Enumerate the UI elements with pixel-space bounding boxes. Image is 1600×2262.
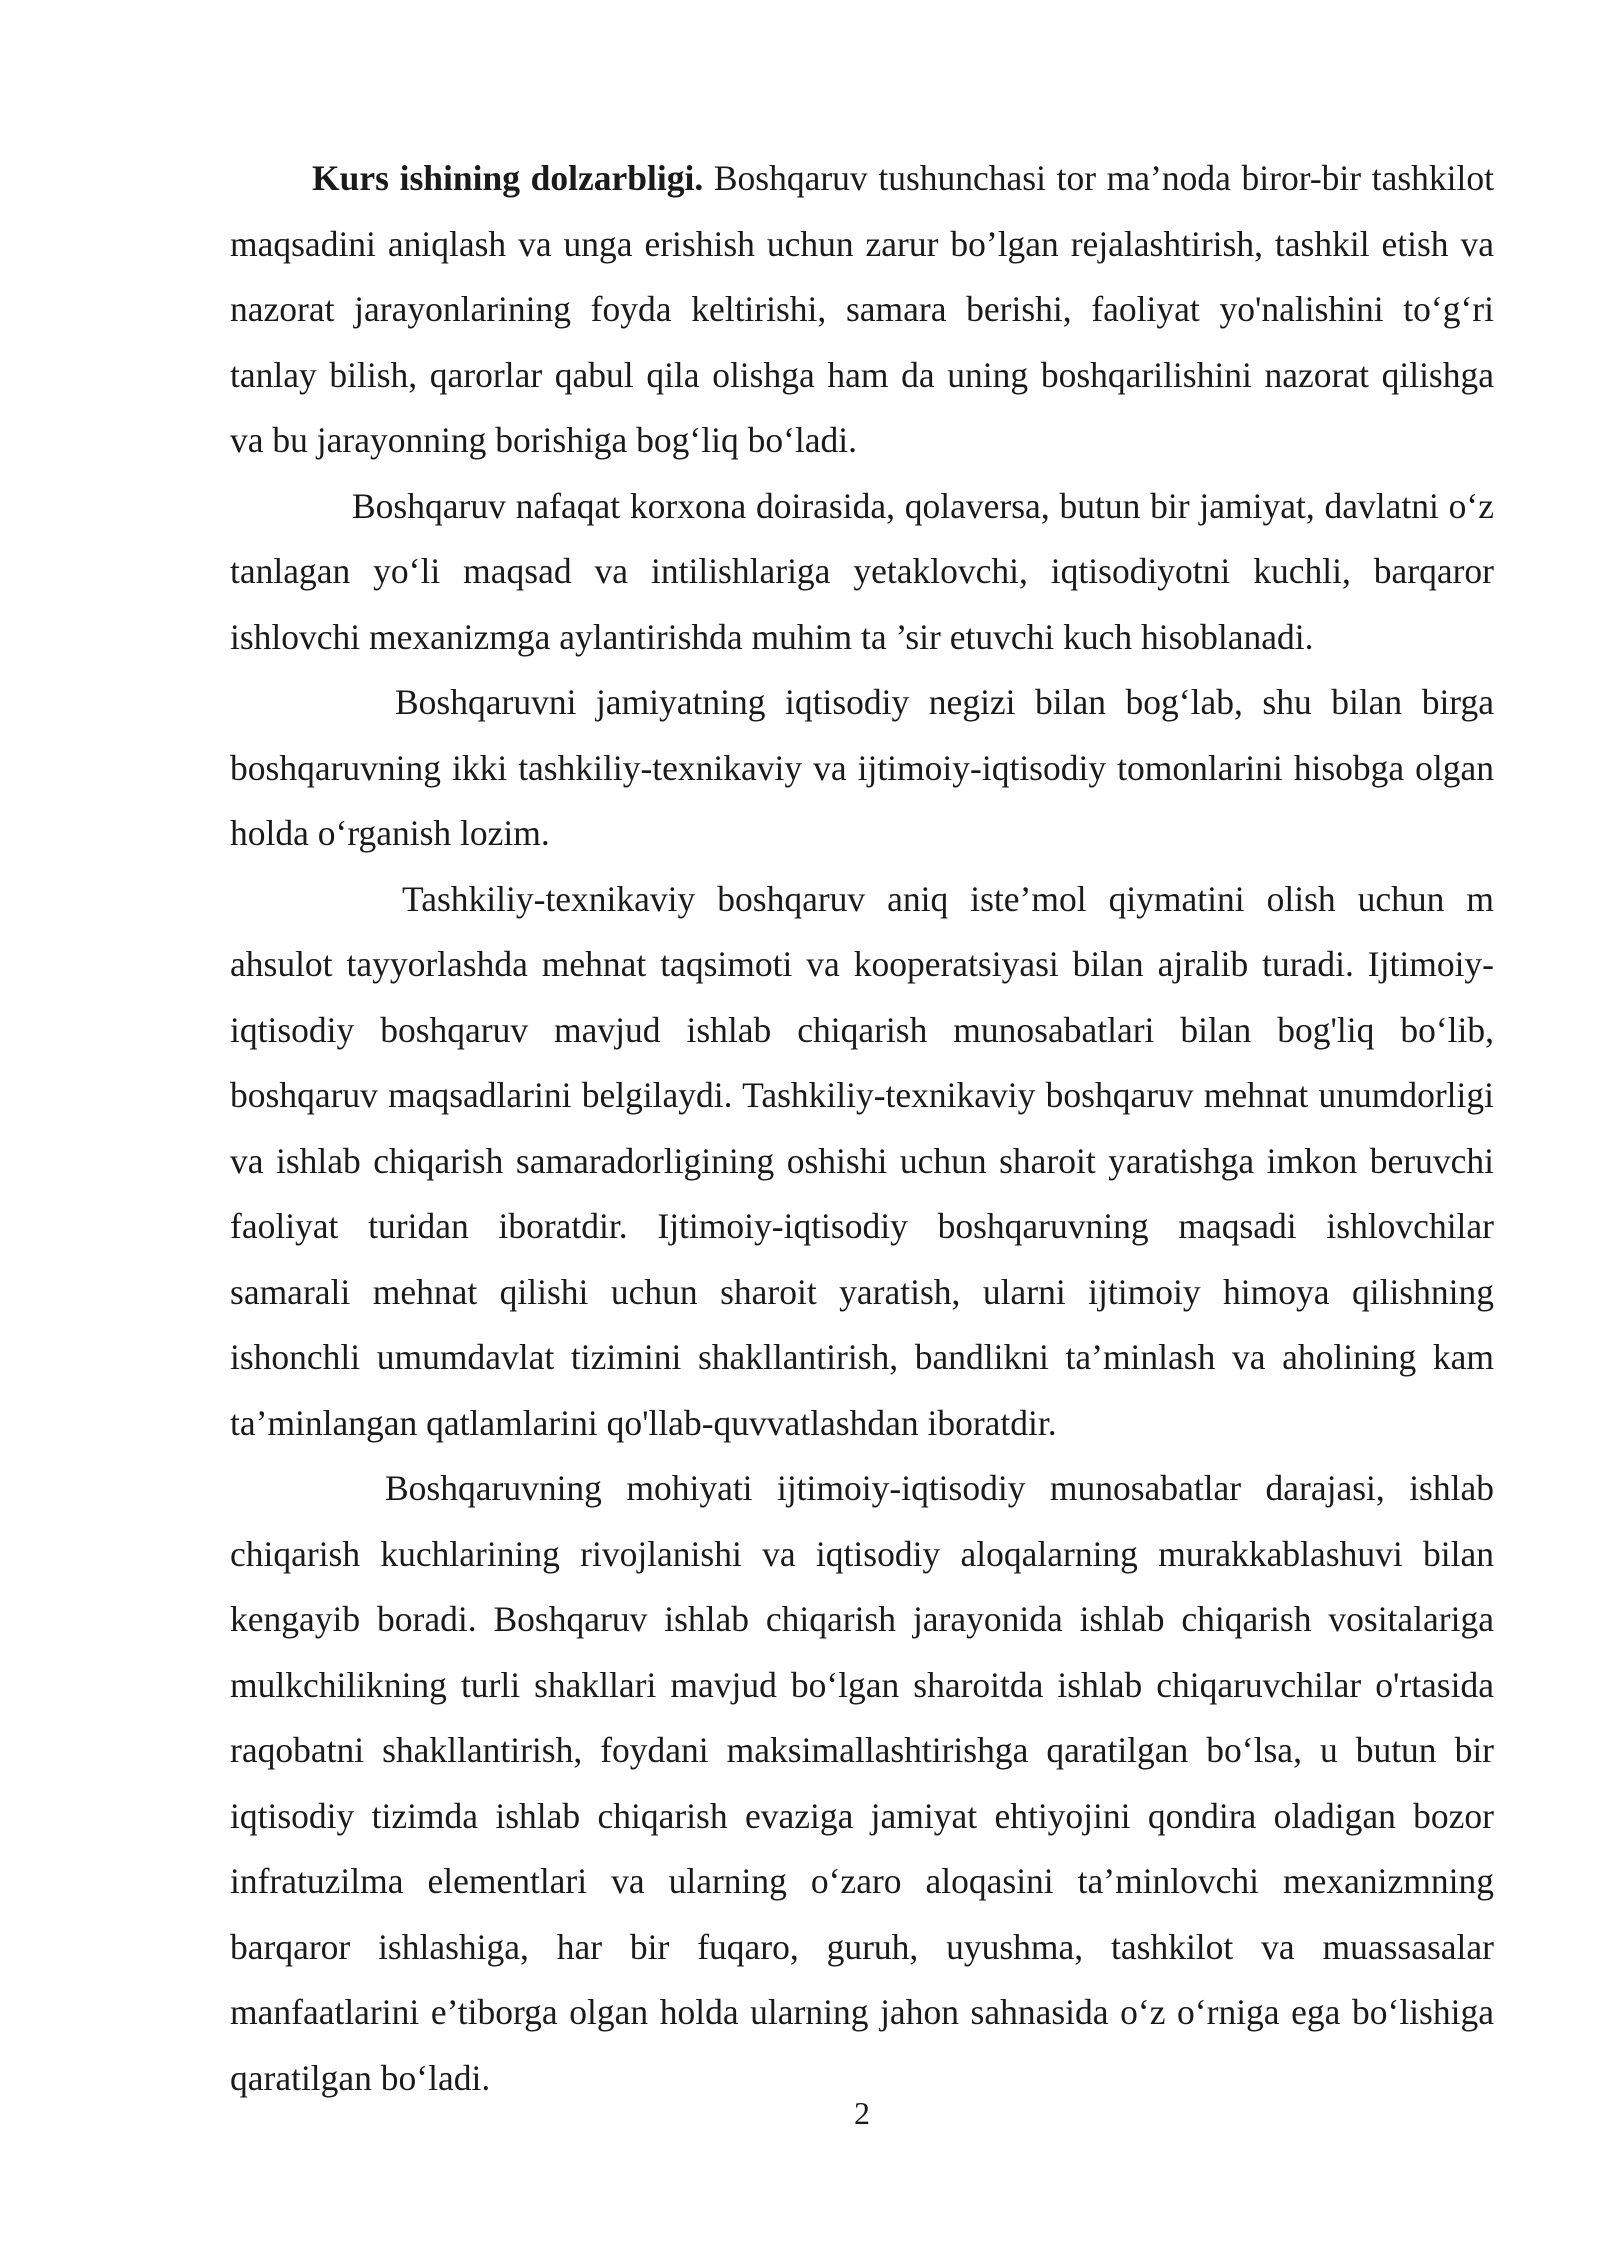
paragraph-lead-heading: Kurs ishining dolzarbligi. [312,158,704,198]
paragraph-relevance [230,146,1494,474]
paragraph-management-essence: Boshqaruvning mohiyati ijtimoiy-iqtisodiy munosabatlar darajasi, ishlab chiqarish kuchlarining rivojlanishi va iqtisodiy aloqalarning murakkablashuvi bilan kengayib boradi. Boshqaruv ishlab chiqarish jarayonida ishlab chiqarish vositalariga mulkchilikning turli shakllari mavjud bo‘lgan sharoitda ishlab chiqaruvchilar o'rtasida raqobatni shakllantirish, foydani maksimallashtirishga qaratilgan bo‘lsa, u butun bir iqtisodiy tizimda ishlab chiqarish evaziga jamiyat ehtiyojini qondira oladigan bozor infratuzilma elementlari va ularning o‘zaro aloqasini ta’minlovchi mexanizmning barqaror ishlashiga, har bir fuqaro, guruh, uyushma, tashkilot va muassasalar manfaatlarini e’tiborga olgan holda ularning jahon sahnasida o‘z o‘rniga ega bo‘lishiga qaratilgan bo‘ladi. [230,1468,1494,2098]
paragraph-management-study: Boshqaruvni jamiyatning iqtisodiy negizi bilan bog‘lab, shu bilan birga boshqaruvning ikki tashkiliy-texnikaviy va ijtimoiy-iqtisodiy tomonlarini hisobga olgan holda o‘rganish lozim. [230,682,1494,853]
page-number: 2 [854,2095,870,2131]
document-body [230,146,1494,2111]
paragraph-management-scope: Boshqaruv nafaqat korxona doirasida, qolaversa, butun bir jamiyat, davlatni o‘z tanlagan yo‘li maqsad va intilishlariga yetaklovchi, iqtisodiyotni kuchli, barqaror ishlovchi mexanizmga aylantirishda muhim ta ’sir etuvchi kuch hisoblanadi. [230,485,1494,657]
paragraph-management-types: Tashkiliy-texnikaviy boshqaruv aniq iste’mol qiymatini olish uchun m ahsulot tayyorlashda mehnat taqsimoti va kooperatsiyasi bilan ajralib turadi. Ijtimoiy-iqtisodiy boshqaruv mavjud ishlab chiqarish munosabatlari bilan bog'liq bo‘lib, boshqaruv maqsadlarini belgilaydi. Tashkiliy-texnikaviy boshqaruv mehnat unumdorligi va ishlab chiqarish samaradorligining oshishi uchun sharoit yaratishga imkon beruvchi faoliyat turidan iboratdir. Ijtimoiy-iqtisodiy boshqaruvning maqsadi ishlovchilar samarali mehnat qilishi uchun sharoit yaratish, ularni ijtimoiy himoya qilishning ishonchli umumdavlat tizimini shakllantirish, bandlikni ta’minlash va aholining kam ta’minlangan qatlamlarini qo'llab-quvvatlashdan iboratdir. [230,878,1494,1443]
paragraph-text: Boshqaruv tushunchasi tor ma’noda biror-bir tashkilot maqsadini aniqlash va unga erishish uchun zarur bo’lgan rejalashtirish, tashkil etish va nazorat jarayonlarining foyda keltirishi, samara berishi, faoliyat yo'nalishini to‘g‘ri tanlay bilish, qarorlar qabul qila olishga ham da uning boshqarilishini nazorat qilishga va bu jarayonning borishiga bog‘liq bo‘ladi. [230,158,1495,460]
